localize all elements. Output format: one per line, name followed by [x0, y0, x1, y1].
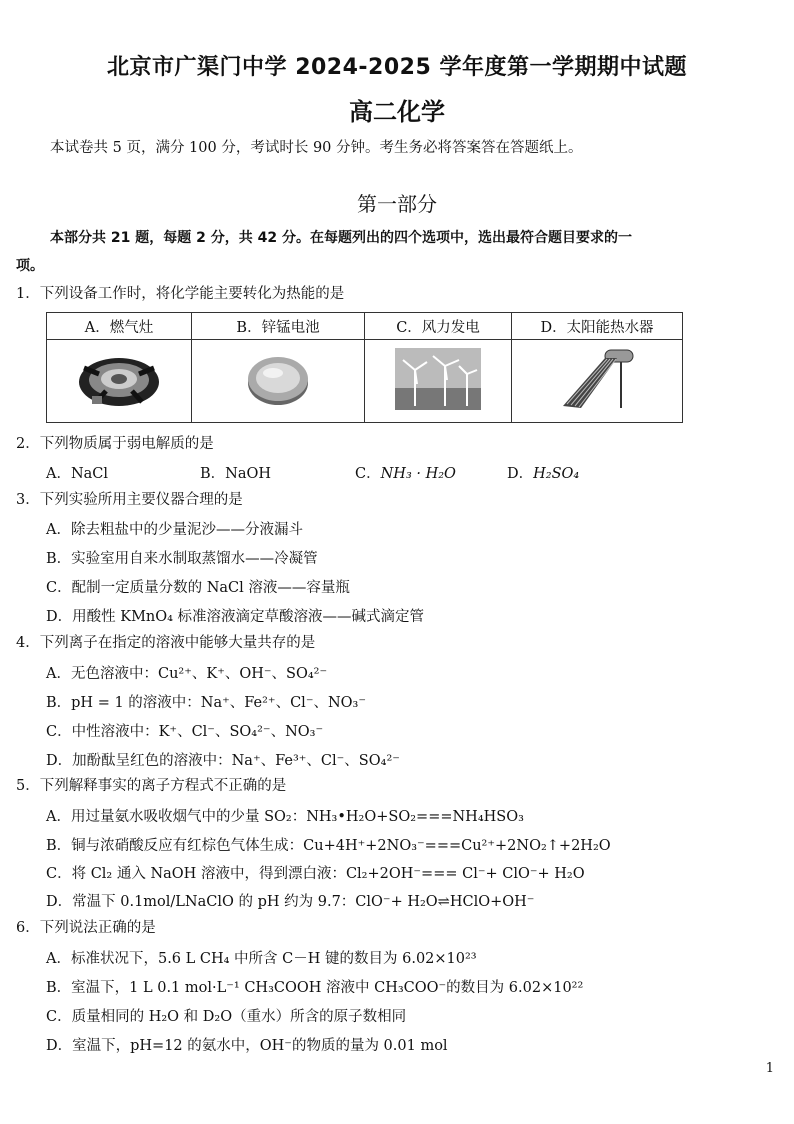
q5-option-c: C．将 Cl₂ 通入 NaOH 溶液中，得到漂白液：Cl₂+2OH⁻=== Cl⁻+ ClO⁻+ H₂O [46, 866, 585, 882]
q4-option-c: C．中性溶液中：K⁺、Cl⁻、SO₄²⁻、NO₃⁻ [46, 724, 324, 740]
question-3-stem: 3．下列实验所用主要仪器合理的是 [16, 492, 243, 508]
exam-note: 本试卷共 5 页，满分 100 分，考试时长 90 分钟。考生务必将答案答在答题纸上。 [50, 140, 583, 156]
option-c-label: C．风力发电 [365, 313, 512, 340]
q5-option-a: A．用过量氨水吸收烟气中的少量 SO₂：NH₃•H₂O+SO₂===NH₄HSO₃ [46, 809, 524, 825]
q6-option-a: A．标准状况下，5.6 L CH₄ 中所含 C－H 键的数目为 6.02×10²³ [46, 951, 477, 967]
q2-option-b: B．NaOH [200, 466, 272, 482]
q4-option-b: B．pH = 1 的溶液中：Na⁺、Fe²⁺、Cl⁻、NO₃⁻ [46, 695, 367, 711]
option-d-label: D．太阳能热水器 [512, 313, 683, 340]
option-b-label: B．锌锰电池 [192, 313, 365, 340]
gas-stove-icon [74, 346, 164, 412]
page-number: 1 [765, 1061, 774, 1076]
q2-option-c-formula: NH₃ · H₂O [380, 466, 456, 482]
option-a-label: A．燃气灶 [47, 313, 192, 340]
q4-option-d: D．加酚酞呈红色的溶液中：Na⁺、Fe³⁺、Cl⁻、SO₄²⁻ [46, 753, 400, 769]
q6-option-c: C．质量相同的 H₂O 和 D₂O（重水）所含的原子数相同 [46, 1009, 407, 1025]
q3-option-c: C．配制一定质量分数的 NaCl 溶液——容量瓶 [46, 580, 350, 596]
exam-subject: 高二化学 [349, 98, 445, 126]
question-6-stem: 6．下列说法正确的是 [16, 920, 156, 936]
q2-option-a: A．NaCl [46, 466, 109, 482]
q2-option-d [507, 462, 579, 483]
q3-option-b: B．实验室用自来水制取蒸馏水——冷凝管 [46, 551, 318, 567]
wind-turbine-icon [395, 348, 481, 410]
q5-option-d: D．常温下 0.1mol/LNaClO 的 pH 约为 9.7：ClO⁻+ H₂O⇌HClO+OH⁻ [46, 894, 535, 910]
q3-option-d: D．用酸性 KMnO₄ 标准溶液滴定草酸溶液——碱式滴定管 [46, 609, 425, 625]
q4-option-a: A．无色溶液中：Cu²⁺、K⁺、OH⁻、SO₄²⁻ [46, 666, 328, 682]
part-heading: 第一部分 [357, 192, 437, 216]
q2-option-d-label: D． [507, 466, 534, 482]
q2-option-c [355, 462, 456, 483]
part-instruction: 本部分共 21 题，每题 2 分，共 42 分。在每题列出的四个选项中，选出最符合题目要求的一 [50, 230, 632, 246]
question-2-stem: 2．下列物质属于弱电解质的是 [16, 436, 214, 452]
question-1-stem: 1．下列设备工作时，将化学能主要转化为热能的是 [16, 286, 345, 302]
question-4-stem: 4．下列离子在指定的溶液中能够大量共存的是 [16, 635, 316, 651]
solar-water-heater-icon [557, 346, 637, 412]
part-instruction-cont: 项。 [16, 258, 44, 274]
question-5-stem: 5．下列解释事实的离子方程式不正确的是 [16, 778, 287, 794]
q2-option-d-formula: H₂SO₄ [533, 466, 580, 482]
q3-option-a: A．除去粗盐中的少量泥沙——分液漏斗 [46, 522, 303, 538]
q5-option-b: B．铜与浓硝酸反应有红棕色气体生成：Cu+4H⁺+2NO₃⁻===Cu²⁺+2NO₂↑+2H₂O [46, 838, 611, 854]
q6-option-b: B．室温下，1 L 0.1 mol·L⁻¹ CH₃COOH 溶液中 CH₃COO⁻的数目为 6.02×10²² [46, 980, 584, 996]
exam-title: 北京市广渠门中学 2024-2025 学年度第一学期期中试题 [107, 55, 687, 80]
question-1-table [46, 312, 683, 423]
q6-option-d: D．室温下，pH=12 的氨水中，OH⁻的物质的量为 0.01 mol [46, 1038, 448, 1054]
q2-option-c-label: C． [355, 466, 381, 482]
button-battery-icon [243, 349, 313, 409]
